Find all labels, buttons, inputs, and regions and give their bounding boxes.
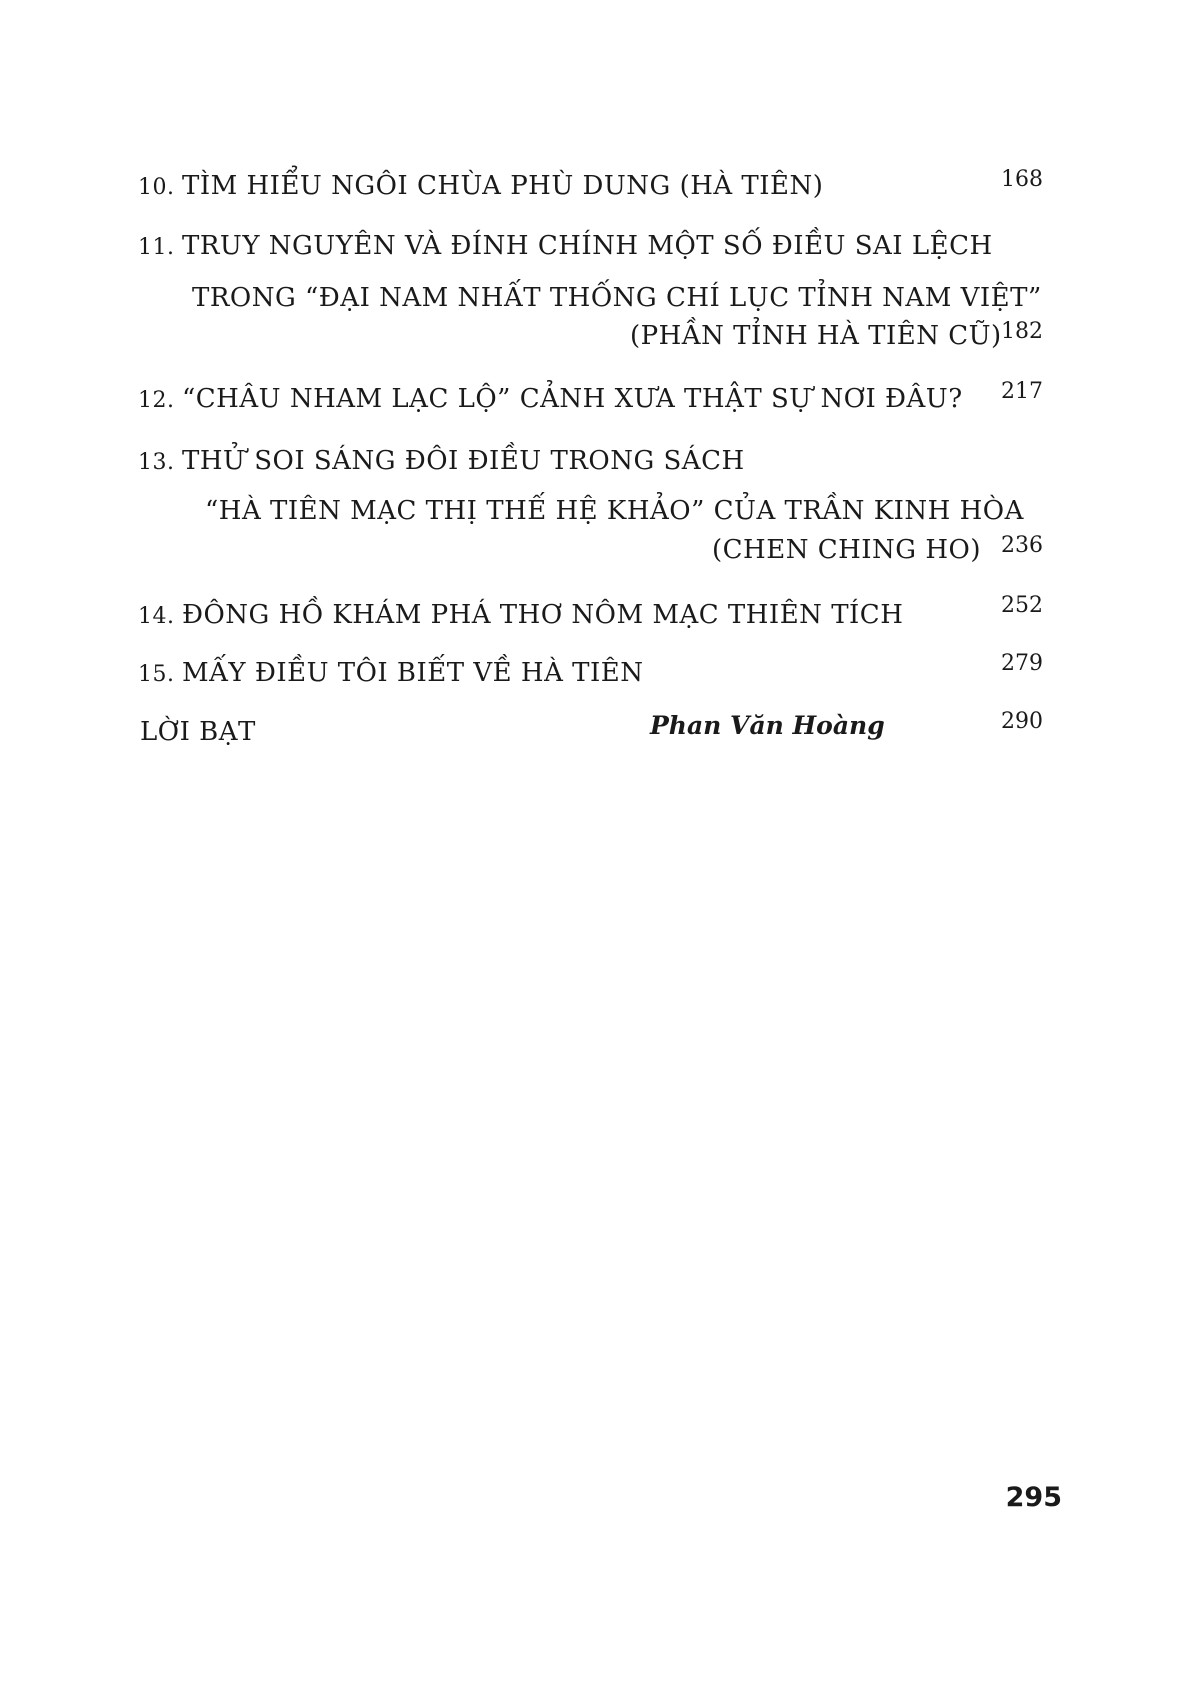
toc-entry-11-title (138, 230, 993, 264)
toc-entry-number: 13. (138, 450, 175, 475)
toc-entry-number: 11. (138, 235, 175, 260)
toc-entry-number: 14. (138, 604, 175, 629)
toc-afterword-page: 290 (1001, 709, 1043, 734)
toc-entry-line: ĐÔNG HỒ KHÁM PHÁ THƠ NÔM MẠC THIÊN TÍCH (182, 600, 904, 630)
toc-entry-15-page: 279 (1001, 651, 1043, 676)
toc-entry-13-page: 236 (1001, 533, 1043, 558)
toc-entry-12-title (138, 383, 963, 417)
toc-entry-13-line-3: (CHEN CHING HO) (712, 535, 981, 565)
toc-entry-line: MẤY ĐIỀU TÔI BIẾT VỀ HÀ TIÊN (182, 658, 644, 688)
toc-entry-line: TÌM HIỂU NGÔI CHÙA PHÙ DUNG (HÀ TIÊN) (182, 171, 824, 201)
toc-entry-12-page: 217 (1001, 379, 1043, 404)
toc-afterword-author: Phan Văn Hoàng (650, 711, 885, 740)
toc-entry-11-line-3: (PHẦN TỈNH HÀ TIÊN CŨ) (630, 321, 1002, 351)
toc-entry-line: TRUY NGUYÊN VÀ ĐÍNH CHÍNH MỘT SỐ ĐIỀU SAI LỆCH (182, 231, 993, 261)
toc-entry-number: 10. (138, 175, 175, 200)
toc-entry-line: “CHÂU NHAM LẠC LỘ” CẢNH XƯA THẬT SỰ NƠI ĐÂU? (182, 384, 963, 414)
toc-entry-11-page: 182 (1001, 319, 1043, 344)
page-number: 295 (1005, 1482, 1062, 1513)
toc-entry-14-title (138, 599, 903, 633)
toc-entry-number: 12. (138, 388, 175, 413)
toc-entry-line: THỬ SOI SÁNG ĐÔI ĐIỀU TRONG SÁCH (182, 446, 745, 476)
toc-entry-10-page: 168 (1001, 167, 1043, 192)
toc-entry-11-line-2: TRONG “ĐẠI NAM NHẤT THỐNG CHÍ LỤC TỈNH NAM VIỆT” (192, 283, 1042, 313)
toc-entry-10-title (138, 170, 823, 204)
toc-afterword-title: LỜI BẠT (140, 717, 256, 747)
toc-entry-13-line-2: “HÀ TIÊN MẠC THỊ THẾ HỆ KHẢO” CỦA TRẦN KINH HÒA (205, 496, 1024, 526)
toc-entry-number: 15. (138, 662, 175, 687)
toc-entry-14-page: 252 (1001, 593, 1043, 618)
toc-entry-15-title (138, 657, 643, 691)
toc-entry-13-title (138, 445, 745, 479)
